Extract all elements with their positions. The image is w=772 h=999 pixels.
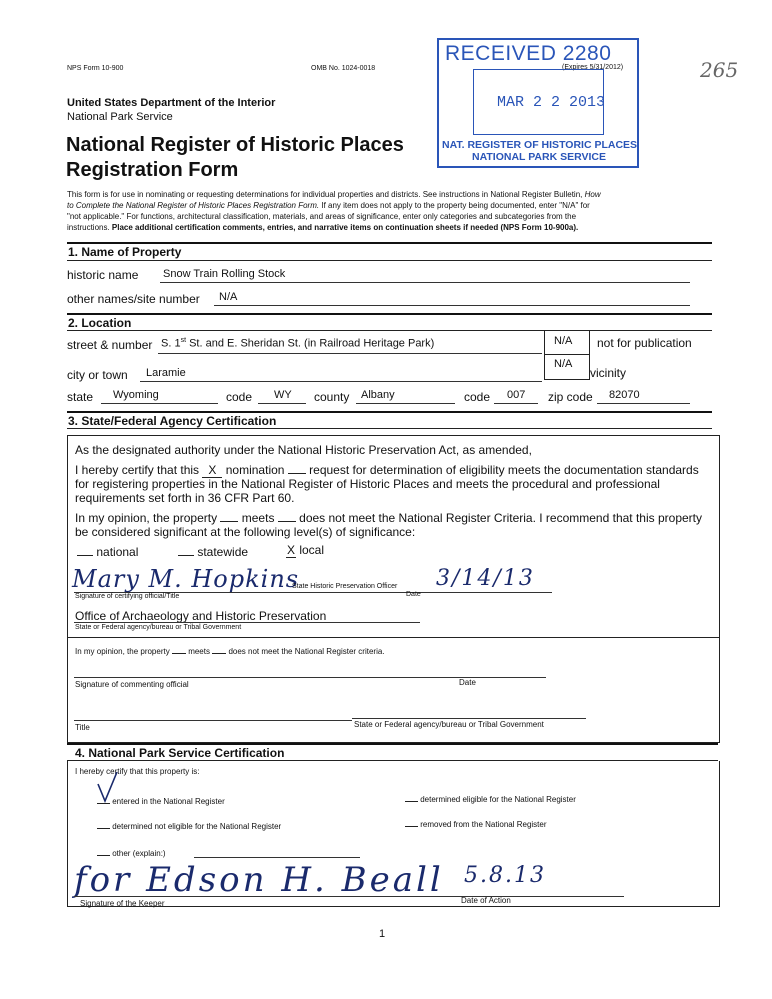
option-other: other (explain:) [97, 849, 166, 858]
vicinity-value[interactable]: N/A [554, 358, 573, 370]
meets-check[interactable] [220, 521, 238, 522]
commenting-label: Signature of commenting official [75, 680, 189, 689]
date-label: Date [406, 591, 421, 598]
comment-does-not-meet-check[interactable] [212, 653, 226, 654]
county-label: county [314, 390, 350, 404]
keeper-label: Signature of the Keeper [80, 899, 165, 908]
state-value[interactable]: Wyoming [113, 389, 159, 401]
opinion-line2: be considered significant at the following level(s) of significance: [75, 525, 416, 539]
zip-value[interactable]: 82070 [609, 389, 640, 401]
intro-line3: "not applicable." For functions, architectural classification, materials, and areas of significance, enter only categories and subcategories from the [67, 212, 577, 221]
state-code-line [258, 403, 306, 404]
page-title-line2: Registration Form [66, 159, 239, 181]
section2-top-rule [67, 313, 712, 315]
city-label: city or town [67, 368, 128, 382]
section2-rule [67, 330, 712, 331]
other-names-line [214, 305, 690, 306]
other-explain-line[interactable] [194, 857, 360, 858]
state-code-value[interactable]: WY [274, 389, 292, 401]
nomination-check[interactable]: X [202, 463, 222, 478]
level-statewide: statewide [178, 545, 248, 559]
agency2-line[interactable] [352, 718, 586, 719]
removed-check[interactable] [405, 826, 418, 827]
county-line [356, 403, 455, 404]
keeper-signature-line [74, 896, 624, 897]
option-not-eligible: determined not eligible for the National Register [97, 822, 281, 831]
not-eligible-check[interactable] [97, 828, 110, 829]
stamp-date: MAR 2 2 2013 [497, 94, 606, 111]
section1-rule [67, 260, 712, 261]
form-id: NPS Form 10-900 [67, 65, 124, 72]
page-number: 1 [379, 928, 386, 940]
agency-value[interactable]: Office of Archaeology and Historic Preservation [75, 609, 327, 623]
intro-line1: This form is for use in nominating or requesting determinations for individual properties and districts. See instructions in National Register Bulletin, How [67, 190, 601, 199]
comment-opinion: In my opinion, the property meets does not meet the National Register criteria. [75, 647, 385, 656]
stamp-line1: NAT. REGISTER OF HISTORIC PLACES [442, 139, 638, 151]
nfp-label: not for publication [597, 336, 692, 350]
title-label: Title [75, 723, 90, 732]
section2-title: 2. Location [68, 316, 132, 330]
historic-name-line [160, 282, 690, 283]
certify-line3: requirements set forth in 36 CFR Part 60. [75, 491, 295, 505]
entered-check[interactable] [97, 803, 110, 804]
request-check[interactable] [288, 473, 306, 474]
street-value[interactable]: S. 1st St. and E. Sheridan St. (in Railroad Heritage Park) [161, 337, 435, 350]
keeper-signature: for Edson H. Beall [74, 860, 444, 900]
option-removed: removed from the National Register [405, 820, 547, 829]
level-national: national [77, 545, 138, 559]
expiration: (Expires 5/31/2012) [562, 64, 624, 71]
certify-line1: I hereby certify that this X nomination request for determination of eligibility meets the documentation standards [75, 463, 699, 477]
omb-number: OMB No. 1024-0018 [311, 65, 376, 72]
handwritten-page-number: 265 [700, 58, 739, 82]
signature-label: Signature of certifying official/Title [75, 593, 180, 600]
historic-name-value[interactable]: Snow Train Rolling Stock [163, 268, 286, 280]
certifying-signature: Mary M. Hopkins [72, 565, 300, 593]
option-entered: entered in the National Register [97, 797, 225, 806]
state-label: state [67, 390, 94, 404]
other-names-label: other names/site number [67, 292, 200, 306]
title-line[interactable] [74, 720, 352, 721]
zip-line [597, 403, 690, 404]
intro-line4: instructions. Place additional certification comments, entries, and narrative items on continuation sheets if needed (NPS Form 10-900a). [67, 223, 579, 232]
county-value[interactable]: Albany [361, 389, 395, 401]
does-not-meet-check[interactable] [278, 521, 296, 522]
section3-rule [67, 428, 712, 429]
option-determined-eligible: determined eligible for the National Register [405, 795, 576, 804]
determined-eligible-check[interactable] [405, 801, 418, 802]
agency2-label: State or Federal agency/bureau or Tribal Government [354, 720, 544, 729]
section4-title: 4. National Park Service Certification [75, 746, 285, 760]
state-code-label: code [226, 390, 253, 404]
date-of-action-label: Date of Action [461, 896, 511, 905]
other-names-value[interactable]: N/A [219, 291, 238, 303]
department: United States Department of the Interior [67, 97, 276, 109]
intro-line2: to Complete the National Register of Historic Places Registration Form. If any item does not apply to the property being documented, enter "N/A" for [67, 201, 590, 210]
city-line [140, 381, 542, 382]
service: National Park Service [67, 111, 173, 123]
zip-label: zip code [548, 390, 593, 404]
county-code-label: code [464, 390, 491, 404]
box-divider [544, 354, 590, 355]
certify-line2: for registering properties in the National Register of Historic Places and meets the procedural and professional [75, 477, 660, 491]
certifying-date: 3/14/13 [436, 566, 535, 591]
opinion-line1: In my opinion, the property meets does not meet the National Register Criteria. I recommend that this property [75, 511, 702, 525]
national-check[interactable] [77, 555, 93, 556]
stamp-line2: NATIONAL PARK SERVICE [472, 151, 606, 163]
section1-title: 1. Name of Property [68, 245, 182, 259]
section1-top-rule [67, 242, 712, 244]
other-check[interactable] [97, 855, 110, 856]
keeper-date: 5.8.13 [464, 863, 546, 888]
agency-line [74, 622, 420, 623]
section3-title: 3. State/Federal Agency Certification [68, 414, 277, 428]
agency-label: State or Federal agency/bureau or Tribal Government [75, 624, 242, 631]
nfp-value[interactable]: N/A [554, 335, 573, 347]
level-local: X local [286, 543, 325, 557]
comment-divider [67, 637, 720, 638]
page-title-line1: National Register of Historic Places [66, 134, 404, 156]
state-line [101, 403, 218, 404]
received-text: RECEIVED 2280 [445, 42, 612, 65]
section4-top-rule [67, 743, 718, 745]
statewide-check[interactable] [178, 555, 194, 556]
sig-title-caption: State Historic Preservation Officer [292, 583, 398, 590]
local-check[interactable]: X [286, 543, 295, 557]
authority-text: As the designated authority under the National Historic Preservation Act, as amended, [75, 443, 532, 457]
county-code-line [494, 403, 538, 404]
street-line [158, 353, 542, 354]
city-value[interactable]: Laramie [146, 367, 186, 379]
historic-name-label: historic name [67, 268, 139, 282]
section3-top-rule [67, 411, 712, 413]
commenting-date-label: Date [459, 678, 476, 687]
nps-certify-text: I hereby certify that this property is: [75, 767, 200, 776]
comment-meets-check[interactable] [172, 653, 186, 654]
received-stamp [437, 38, 639, 168]
vicinity-label: vicinity [590, 366, 627, 380]
county-code-value[interactable]: 007 [507, 389, 526, 401]
street-label: street & number [67, 338, 153, 352]
